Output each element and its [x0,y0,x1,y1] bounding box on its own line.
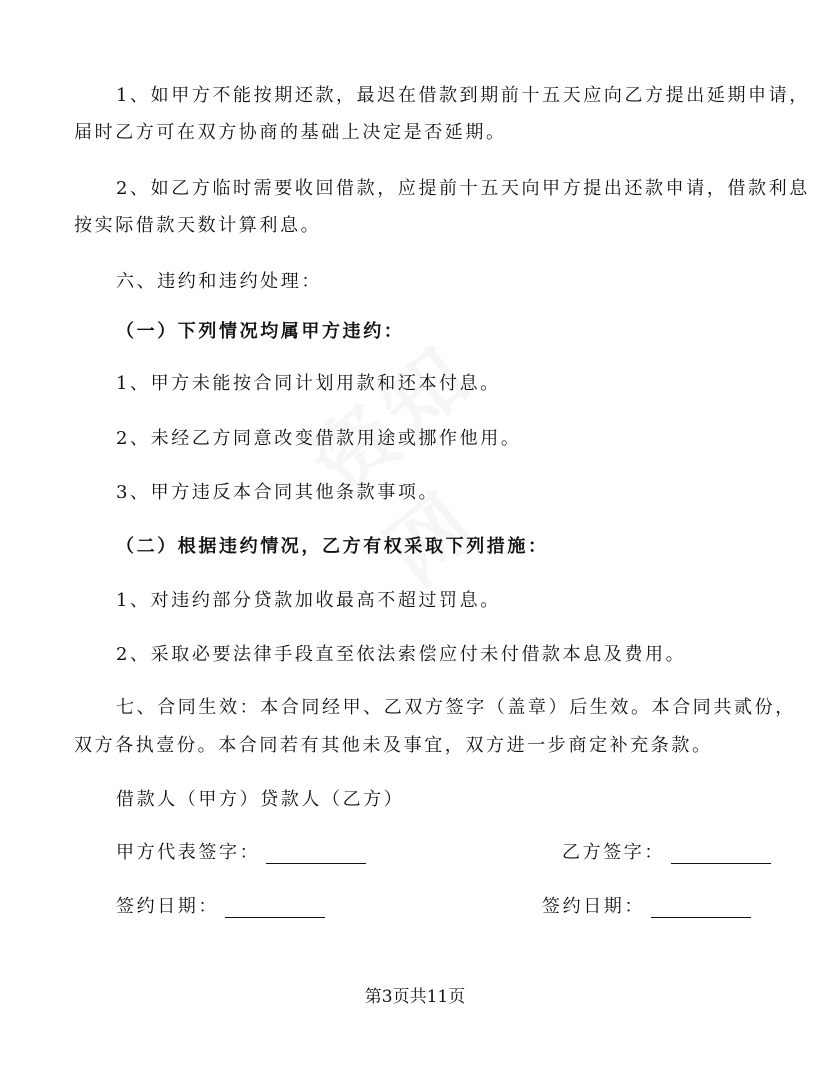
section-6-2-heading: （二）根据违约情况，乙方有权采取下列措施： [116,536,549,557]
party-a-sign-blank[interactable] [266,845,366,864]
party-b-signature-row [562,842,771,864]
section-7-line-2: 双方各执壹份。本合同若有其他未及事宜，双方进一步商定补充条款。 [74,735,713,756]
paragraph-1-line-2: 届时乙方可在双方协商的基础上决定是否延期。 [74,122,507,143]
party-a-date-row [116,896,325,918]
section-6-1-heading: （一）下列情况均属甲方违约： [116,321,405,342]
paragraph-2-line-1: 2、如乙方临时需要收回借款，应提前十五天向甲方提出还款申请，借款利息 [116,178,810,199]
section-6-heading: 六、违约和违约处理： [116,271,322,292]
paragraph-2-line-2: 按实际借款天数计算利息。 [74,215,322,236]
section-6-1-item-2: 2、未经乙方同意改变借款用途或挪作他用。 [116,428,522,449]
section-7-line-1: 七、合同生效：本合同经甲、乙双方签字（盖章）后生效。本合同共贰份， [116,697,796,718]
party-a-signature-row [116,842,366,864]
party-b-sign-label: 乙方签字： [562,842,665,863]
party-b-date-blank[interactable] [651,899,751,918]
party-a-date-label: 签约日期： [116,896,219,917]
section-6-1-item-1: 1、甲方未能按合同计划用款和还本付息。 [116,373,501,394]
page-indicator: 第3页共11页 [364,987,466,1007]
section-6-2-item-2: 2、采取必要法律手段直至依法索偿应付未付借款本息及费用。 [116,644,687,665]
section-6-1-item-3: 3、甲方违反本合同其他条款事项。 [116,482,440,503]
party-a-sign-label: 甲方代表签字： [116,842,261,863]
parties-line: 借款人（甲方）贷款人（乙方） [116,789,405,810]
party-b-date-label: 签约日期： [542,896,645,917]
paragraph-1-line-1: 1、如甲方不能按期还款，最迟在借款到期前十五天应向乙方提出延期申请， [116,85,810,106]
party-b-date-row [542,896,751,918]
section-6-2-item-1: 1、对违约部分贷款加收最高不超过罚息。 [116,590,501,611]
party-b-sign-blank[interactable] [671,845,771,864]
party-a-date-blank[interactable] [225,899,325,918]
